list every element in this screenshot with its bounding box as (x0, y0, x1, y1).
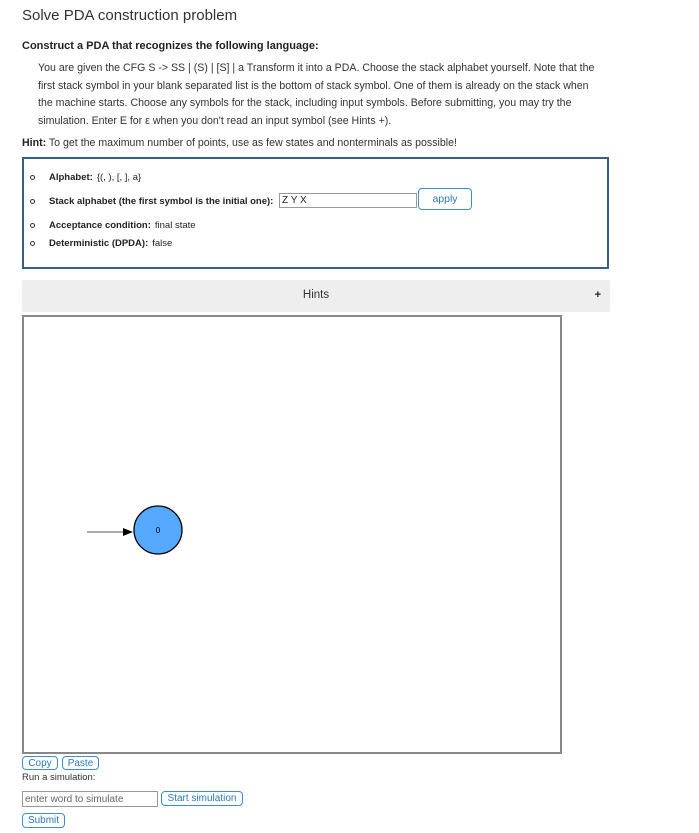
apply-button[interactable]: apply (418, 188, 472, 210)
pda-diagram (24, 317, 560, 752)
expand-plus-icon[interactable]: + (594, 289, 601, 301)
page-title: Solve PDA construction problem (22, 7, 238, 24)
stack-alphabet-input[interactable] (279, 193, 417, 208)
bullet-icon (30, 223, 35, 228)
bullet-icon (30, 199, 35, 204)
pda-canvas[interactable] (22, 315, 562, 754)
bullet-icon (30, 175, 35, 180)
run-simulation-label: Run a simulation: (22, 772, 96, 783)
bullet-icon (30, 241, 35, 246)
paste-button[interactable]: Paste (62, 756, 99, 770)
alphabet-value: {(, ), [, ], a} (96, 172, 142, 183)
hints-title: Hints (302, 289, 330, 301)
deterministic-row (30, 238, 172, 249)
problem-description: You are given the CFG S -> SS | (S) | [S] | a Transform it into a PDA. Choose the stack alphabet yourself. Note that the first stack symbol in your blank separated list is the bottom of stack symbol. One of them is already on the stack when the machine starts. Choose any symbols for the stack, including input symbols. Before submitting, you may try the simulation. Enter E for ε when you don't read an input symbol (see Hints +). (38, 62, 595, 127)
problem-subtitle: Construct a PDA that recognizes the following language: (22, 40, 319, 52)
simulate-word-input[interactable] (22, 791, 158, 807)
deterministic-label: Deterministic (DPDA): (49, 238, 149, 249)
deterministic-value: false (152, 238, 173, 249)
stack-alphabet-label: Stack alphabet (the first symbol is the initial one): (49, 196, 274, 207)
alphabet-label: Alphabet: (49, 172, 93, 183)
start-simulation-button[interactable]: Start simulation (161, 791, 243, 806)
hint-line (22, 137, 457, 149)
submit-button[interactable]: Submit (22, 813, 65, 828)
state-label: 0 (155, 526, 161, 535)
acceptance-row (30, 220, 196, 231)
stack-alphabet-row (30, 196, 277, 207)
hint-text: To get the maximum number of points, use as few states and nonterminals as possible! (48, 137, 457, 149)
hints-accordion[interactable] (22, 280, 610, 312)
copy-button[interactable]: Copy (22, 756, 58, 770)
pda-properties-box (22, 157, 609, 269)
hint-label: Hint: (22, 137, 47, 149)
acceptance-value: final state (154, 220, 196, 231)
alphabet-row (30, 172, 141, 183)
acceptance-label: Acceptance condition: (49, 220, 151, 231)
